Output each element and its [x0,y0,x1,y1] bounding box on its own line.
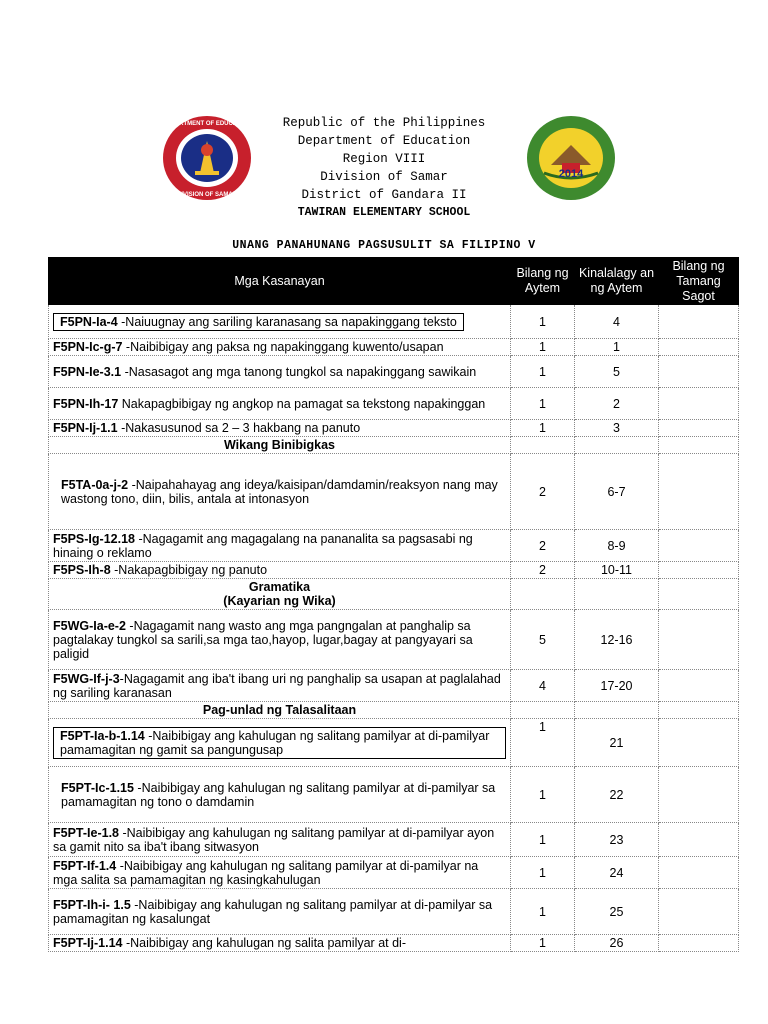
empty-cell [659,702,739,719]
table-row [49,670,739,702]
competency-text: -Naibibigay ang kahulugan ng salitang pamilyar at di-pamilyar pamamagitan ng gamit sa pangungusap [60,728,490,757]
item-placement: 3 [575,420,659,437]
item-placement: 4 [575,305,659,339]
item-count: 1 [511,356,575,388]
skill-cell [49,767,511,823]
skill-cell [49,889,511,935]
item-placement: 25 [575,889,659,935]
skill-description [53,781,506,809]
col-header-item-placement: Kinalalagy an ng Aytem [575,258,659,305]
item-count: 1 [511,823,575,857]
competency-text: -Naibibigay ang paksa ng napakinggang kuwento/usapan [122,340,444,354]
item-placement: 26 [575,935,659,952]
section-subtitle: (Kayarian ng Wika) [223,594,336,608]
skill-cell [49,356,511,388]
competency-code: F5PS-Ih-8 [53,563,111,577]
document-header [0,112,768,222]
item-count: 1 [511,305,575,339]
header-line-republic: Republic of the Philippines [282,116,486,130]
skill-description [53,478,506,506]
section-row [49,437,739,454]
table-row [49,454,739,530]
item-count: 1 [511,935,575,952]
skill-description [53,365,506,379]
item-placement: 23 [575,823,659,857]
correct-answers [659,530,739,562]
skill-cell [49,935,511,952]
skill-description [53,826,506,854]
correct-answers [659,935,739,952]
empty-cell [511,437,575,454]
item-count: 1 [511,889,575,935]
competency-code: F5PT-Ia-b-1.14 [60,728,145,743]
right-seal-year: 2014 [558,168,584,180]
item-count: 2 [511,562,575,579]
table-row [49,530,739,562]
header-line-district: District of Gandara II [301,188,467,202]
skill-cell [49,530,511,562]
correct-answers [659,339,739,356]
table-row [49,610,739,670]
competency-code: F5PT-Ie-1.8 [53,825,119,840]
competency-text: -Naibibigay ang kahulugan ng salitang pamilyar at di-pamilyar ayon sa gamit nito sa iba't ibang sitwasyon [53,825,495,854]
item-count: 1 [511,719,575,767]
competency-code: F5PS-Ig-12.18 [53,531,135,546]
school-seal [526,115,616,201]
competency-code: F5PT-Ih-i- 1.5 [53,897,131,912]
item-count: 1 [511,857,575,889]
skill-cell [49,670,511,702]
competency-text: -Nagagamit nang wasto ang mga pangngalan at panghalip sa pagtalakay tungkol sa sarili,sa mga tao,hayop, lugar,bagay at pangyayari sa paligid [53,618,473,661]
table-row [49,388,739,420]
section-row [49,579,739,610]
competency-code: F5PN-Ih-17 [53,396,119,411]
item-placement: 12-16 [575,610,659,670]
skill-cell [49,339,511,356]
table-row [49,767,739,823]
competency-code: F5PN-Ic-g-7 [53,340,123,354]
col-header-item-count: Bilang ng Aytem [511,258,575,305]
item-placement: 1 [575,339,659,356]
section-title: Wikang Binibigkas [223,438,336,452]
item-placement: 10-11 [575,562,659,579]
competency-code: F5WG-Ia-e-2 [53,618,126,633]
correct-answers [659,454,739,530]
competency-text: -Naibibigay ang kahulugan ng salitang pamilyar at di-pamilyar sa pamamagitan ng tono o damdamin [61,780,496,809]
skill-description [53,563,506,577]
skill-cell [49,719,511,767]
item-placement: 8-9 [575,530,659,562]
skill-cell [49,857,511,889]
skill-description [53,727,506,759]
section-title: Pag-unlad ng Talasalitaan [202,703,357,717]
left-seal-bottom-text: DIVISION OF SAMAR [176,192,238,198]
skill-cell [49,823,511,857]
table-row [49,420,739,437]
competency-text: -Nagagamit ang magagalang na pananalita sa pagsasabi ng hinaing o reklamo [53,531,473,560]
item-count: 5 [511,610,575,670]
competency-text: -Naibibigay ang kahulugan ng salita pamilyar at di- [122,936,406,950]
empty-cell [659,437,739,454]
section-heading [49,702,511,719]
correct-answers [659,562,739,579]
skill-description [53,397,506,411]
section-heading [49,579,511,610]
skill-description [53,672,506,700]
item-count: 1 [511,388,575,420]
competency-text: -Nakasusunod sa 2 – 3 hakbang na panuto [117,421,361,435]
correct-answers [659,610,739,670]
skill-cell [49,610,511,670]
table-row [49,935,739,952]
table-row [49,305,739,339]
col-header-skills: Mga Kasanayan [49,258,511,305]
table-row [49,719,739,767]
competency-code: F5PT-If-1.4 [53,858,117,873]
empty-cell [659,579,739,610]
item-placement: 6-7 [575,454,659,530]
correct-answers [659,767,739,823]
table-body [49,305,739,952]
empty-cell [511,702,575,719]
section-heading [49,437,511,454]
item-count: 2 [511,454,575,530]
empty-cell [575,437,659,454]
skill-cell [49,388,511,420]
item-placement: 24 [575,857,659,889]
skill-description [53,936,506,950]
correct-answers [659,857,739,889]
competency-code: F5TA-0a-j-2 [61,477,129,492]
competency-code: F5PN-Ij-1.1 [53,421,118,435]
competency-code: F5WG-If-j-3 [53,671,120,686]
competency-text: -Naibibigay ang kahulugan ng salitang pamilyar at di-pamilyar sa pamamagitan ng kasalungat [53,897,493,926]
header-text-block [230,114,538,222]
section-row [49,702,739,719]
competency-code: F5PT-Ij-1.14 [53,936,123,950]
empty-cell [511,579,575,610]
item-placement: 5 [575,356,659,388]
skill-cell [49,305,511,339]
skill-description [53,313,464,331]
item-placement: 21 [575,719,659,767]
skill-description [53,619,506,661]
correct-answers [659,823,739,857]
item-count: 1 [511,767,575,823]
item-count: 4 [511,670,575,702]
table-row [49,823,739,857]
empty-cell [575,702,659,719]
competency-text: -Nakapagbibigay ng panuto [110,563,268,577]
skill-description [53,898,506,926]
item-placement: 17-20 [575,670,659,702]
skill-cell [49,562,511,579]
skill-description [53,859,506,887]
correct-answers [659,670,739,702]
table-row [49,339,739,356]
school-name: TAWIRAN ELEMENTARY SCHOOL [297,206,471,219]
table-row [49,889,739,935]
table-header-row [49,258,739,305]
header-line-division: Division of Samar [320,170,448,184]
item-count: 1 [511,420,575,437]
skill-description [53,532,506,560]
item-count: 1 [511,339,575,356]
table-row [49,562,739,579]
skill-cell [49,420,511,437]
competency-text: -Nagagamit ang iba't ibang uri ng panghalip sa usapan at paglalahad ng sariling karanasan [53,671,501,700]
exam-title: UNANG PANAHUNANG PAGSUSULIT SA FILIPINO V [232,239,536,252]
competency-text: -Nasasagot ang mga tanong tungkol sa napakinggang sawikain [121,364,477,379]
correct-answers [659,356,739,388]
col-header-correct-answers: Bilang ng Tamang Sagot [659,258,739,305]
correct-answers [659,889,739,935]
correct-answers [659,420,739,437]
left-seal-top-text: DEPARTMENT OF EDUCATION [162,121,252,127]
table-of-specifications [48,257,739,952]
competency-code: F5PN-Ia-4 [60,314,118,329]
competency-code: F5PT-Ic-1.15 [61,780,134,795]
header-line-deped: Department of Education [297,134,471,148]
header-line-region: Region VIII [342,152,426,166]
skill-description [53,340,506,354]
section-title: Gramatika [248,580,311,594]
competency-text: -Naipahahayag ang ideya/kaisipan/damdamin/reaksyon nang may wastong tono, diin, bilis, antala at intonasyon [61,477,498,506]
competency-code: F5PN-Ie-3.1 [53,364,122,379]
correct-answers [659,388,739,420]
table-row [49,857,739,889]
competency-text: -Naibibigay ang kahulugan ng salitang pamilyar at di-pamilyar na mga salita sa pamamagitan ng kasingkahulugan [53,858,479,887]
item-count: 2 [511,530,575,562]
skill-description [53,421,506,435]
empty-cell [575,579,659,610]
competency-text: -Naiuugnay ang sariling karanasang sa napakinggang teksto [117,314,457,329]
correct-answers [659,719,739,767]
skill-cell [49,454,511,530]
competency-text: Nakapagbibigay ng angkop na pamagat sa tekstong napakinggan [118,396,486,411]
correct-answers [659,305,739,339]
item-placement: 22 [575,767,659,823]
item-placement: 2 [575,388,659,420]
table-row [49,356,739,388]
